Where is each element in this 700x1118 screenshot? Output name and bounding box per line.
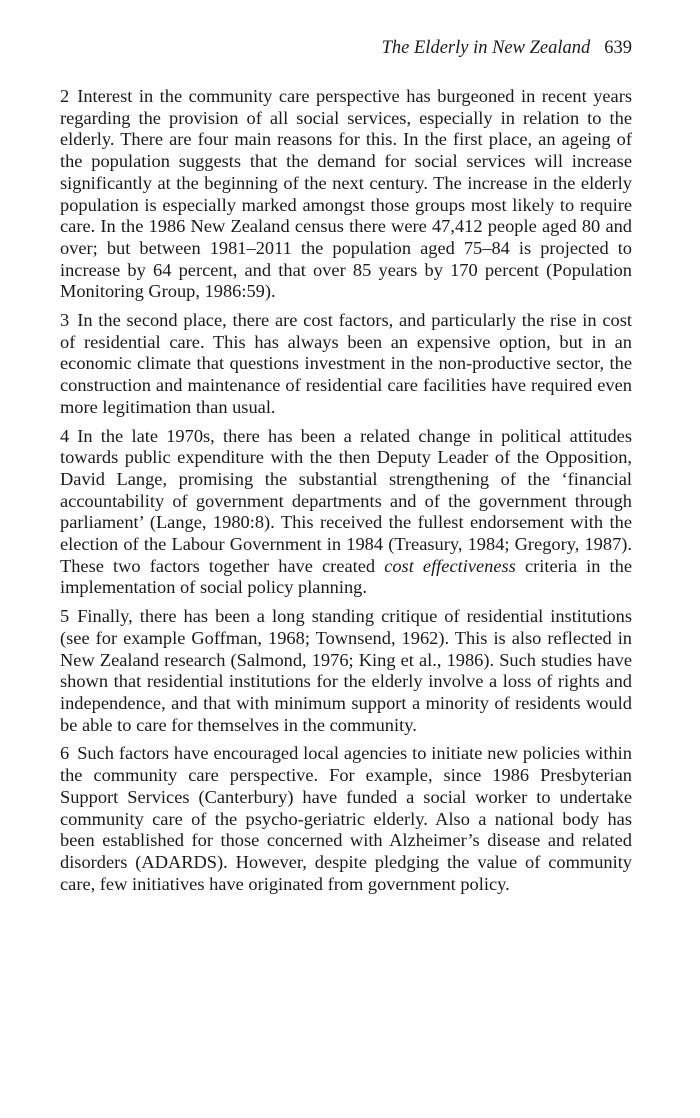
page-number: 639 [604,38,632,58]
paragraph-text: Interest in the community care perspective has burgeoned in recent years regarding the provision of all social services, especially in relation to the elderly. There are four main reasons for this. In the first place, an ageing of the population suggests that the demand for social services will increase significantly at the beginning of the next century. The increase in the elderly population is especially marked amongst those groups most likely to require care. In the 1986 New Zealand census there were 47,412 people aged 80 and over; but between 1981–2011 the population aged 75–84 is projected to increase by 64 percent, and that over 85 years by 170 percent (Population Monitoring Group, 1986:59). [60,86,632,302]
paragraph-text: In the second place, there are cost factors, and particularly the rise in cost of residential care. This has always been an expensive option, but in an economic climate that questions investment in the non-productive sector, the construction and maintenance of residential care facilities have required even more legitimation than usual. [60,310,632,417]
paragraph-6 [60,743,632,895]
paragraph-5 [60,606,632,736]
emphasized-term: cost effectiveness [384,555,516,576]
paragraph-text-continued: criteria in the implementation of social policy planning. [60,555,632,598]
paragraph-number: 2 [60,86,70,106]
paragraph-number: 3 [60,310,70,331]
body-text [60,86,632,902]
paragraph-number: 4 [60,425,70,446]
paragraph-number: 6 [60,743,70,764]
paragraph-2 [60,86,632,303]
paragraph-text: Finally, there has been a long standing critique of residential institutions (see for example Goffman, 1968; Townsend, 1962). This is also reflected in New Zealand research (Salmond, 1976; King et al., 1986). Such studies have shown that residential institutions for the elderly involve a loss of rights and independence, and that with minimum support a minority of residents would be able to care for themselves in the community. [60,606,632,735]
running-head [382,38,632,59]
paragraph-text: Such factors have encouraged local agencies to initiate new policies within the community care perspective. For example, since 1986 Presbyterian Support Services (Canterbury) have funded a social worker to undertake community care of the psycho-geriatric elderly. Also a national body has been established for those concerned with Alzheimer’s disease and related disorders (ADARDS). However, despite pledging the value of community care, few initiatives have originated from government policy. [60,743,632,894]
running-head-title: The Elderly in New Zealand [381,38,591,58]
paragraph-4 [60,426,632,600]
paragraph-text: In the late 1970s, there has been a related change in political attitudes towards public expenditure with the then Deputy Leader of the Opposition, David Lange, promising the substantial strengthening of the ‘financial accountability of government departments and of the government through parliament’ (Lange, 1980:8). This received the fullest endorsement with the election of the Labour Government in 1984 (Treasury, 1984; Gregory, 1987). These two factors together have created [60,425,632,576]
paragraph-number: 5 [60,606,70,627]
paragraph-3 [60,310,632,419]
